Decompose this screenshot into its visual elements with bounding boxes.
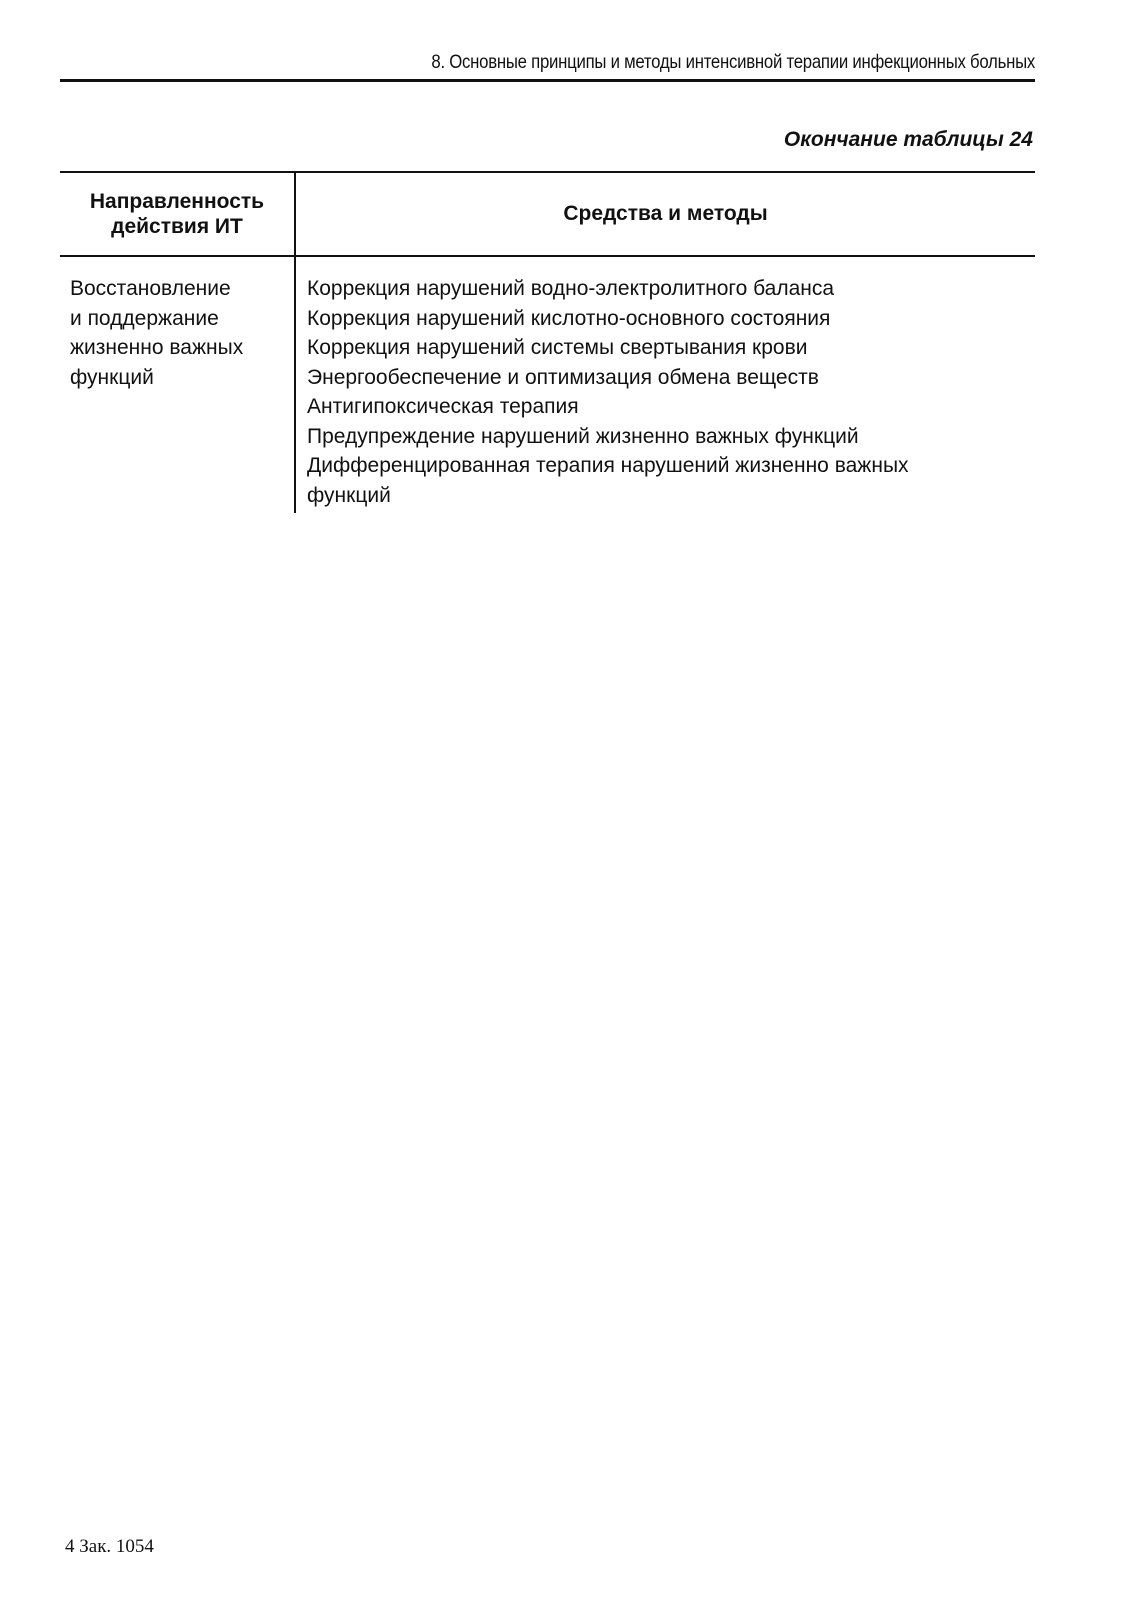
method-item: Предупреждение нарушений жизненно важных функций xyxy=(307,424,859,448)
method-item: Коррекция нарушений кислотно-основного состояния xyxy=(307,306,831,330)
method-item: Антигипоксическая терапия xyxy=(307,395,579,418)
running-head: 8. Основные принципы и методы интенсивной терапии инфекционных больных xyxy=(431,51,1035,73)
method-item: Коррекция нарушений системы свертывания крови xyxy=(307,336,808,359)
header-direction-line-1: Направленность xyxy=(89,190,265,213)
direction-line: Восстановление xyxy=(70,277,231,300)
header-direction xyxy=(60,189,294,239)
direction-line: функций xyxy=(70,365,154,389)
row-methods-cell xyxy=(307,274,1027,510)
header-rule xyxy=(60,79,1035,82)
table-caption: Окончание таблицы 24 xyxy=(783,128,1033,151)
table-top-rule xyxy=(60,171,1035,173)
row-direction-cell xyxy=(70,274,292,392)
method-item: Коррекция нарушений водно-электролитного баланса xyxy=(307,277,835,300)
method-item: Энергообеспечение и оптимизация обмена веществ xyxy=(307,365,819,389)
footer-signature: 4 Зак. 1054 xyxy=(65,1536,154,1557)
method-item-continuation: функций xyxy=(307,483,391,507)
header-direction-line-2: действия ИТ xyxy=(111,215,243,238)
direction-line: и поддержание xyxy=(70,306,219,330)
direction-line: жизненно важных xyxy=(70,336,244,359)
table-header-rule xyxy=(60,255,1035,257)
header-means-methods: Средства и методы xyxy=(563,202,768,225)
method-item: Дифференцированная терапия нарушений жизненно важных xyxy=(307,454,909,477)
